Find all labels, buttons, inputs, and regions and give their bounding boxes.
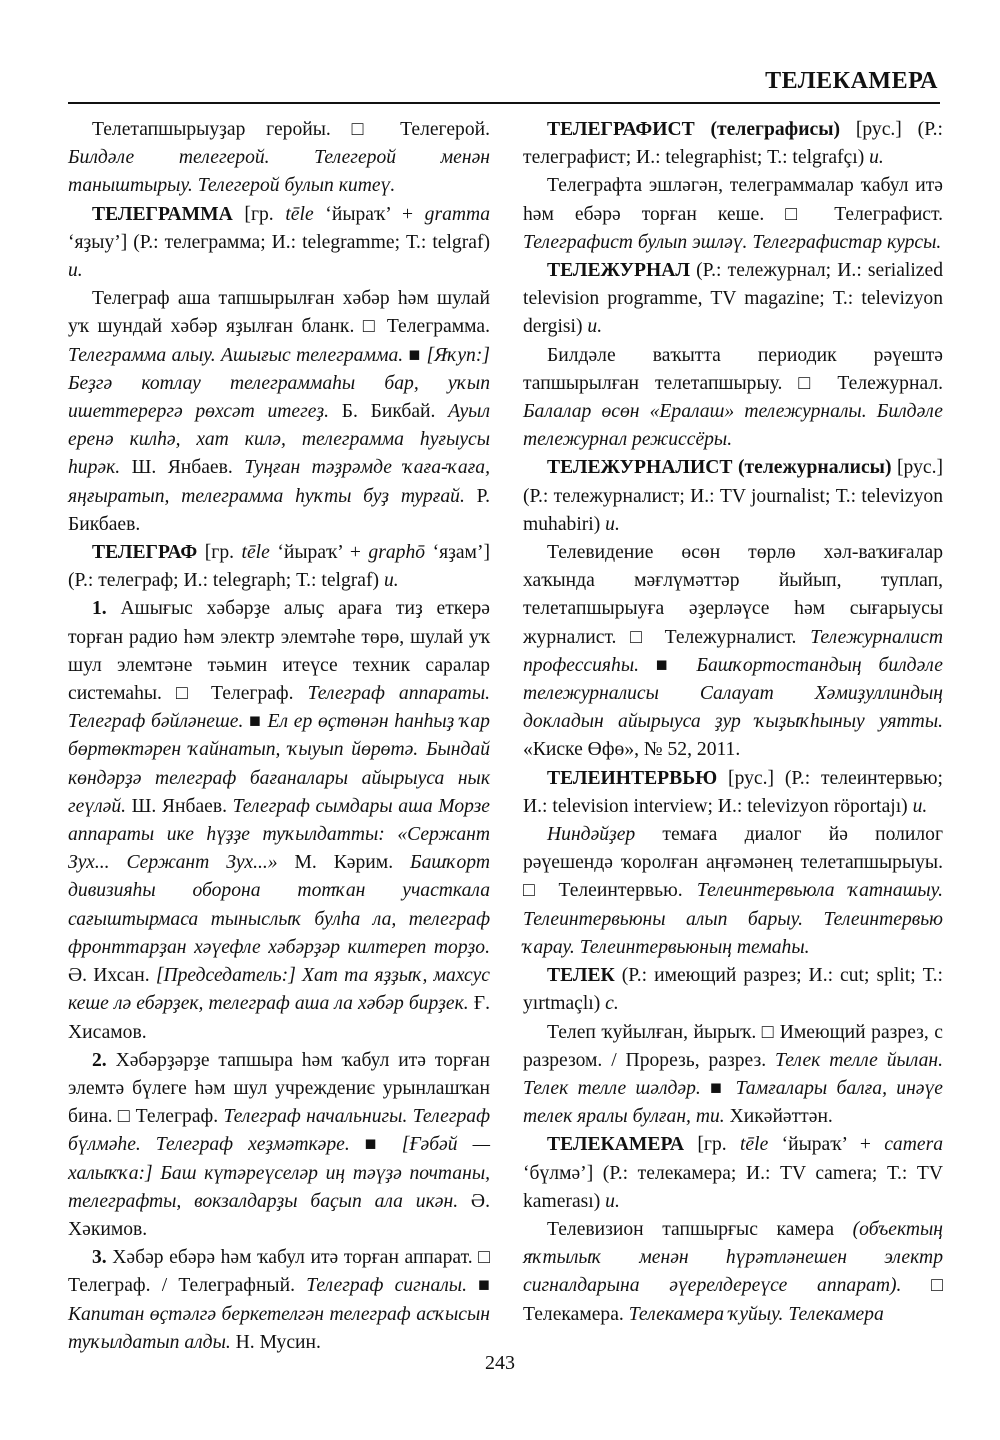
italic-text: и. bbox=[383, 570, 399, 592]
text-run: [гр. bbox=[197, 542, 242, 564]
page-header-title: ТЕЛЕКАМЕРА bbox=[765, 68, 938, 94]
italic-text: tēle bbox=[739, 1134, 769, 1156]
italic-text: gramma bbox=[424, 203, 490, 225]
right-column bbox=[523, 116, 943, 1329]
headword: 2. bbox=[92, 1049, 107, 1071]
italic-text: Туңған тәҙрәмде ҡаға-ҡаға, яңғыратып, телеграмма һуҡты буҙ турғай. bbox=[68, 457, 490, 507]
headword: 1. bbox=[92, 598, 107, 620]
paragraph bbox=[68, 201, 490, 286]
italic-text: Телеграмма алыу. Ашығыс телеграмма. bbox=[68, 344, 404, 366]
italic-text: Башҡорт дивизияһы оборона тотҡан участкала сағыштырмаса тыныслыҡ булһа ла, телеграф фронттарҙан хәүефле хәбәрҙәр килтереп торҙо. bbox=[68, 852, 490, 958]
paragraph bbox=[68, 539, 490, 595]
italic-text: Телекамера ҡуйыу. Телекамера bbox=[628, 1303, 884, 1325]
paragraph bbox=[523, 454, 943, 539]
text-run: Ашығыс хәбәрҙе алыҫ араға тиҙ еткерә торған радио һәм электр элемтәһе төрө, шулай уҡ шул элемтәне тәьмин итеүсе техник саралар системаһы. □ Телеграф. bbox=[68, 598, 490, 705]
text-run: [гр. bbox=[232, 203, 286, 225]
text-run: Телеграфта эшләгән, телеграммалар ҡабул итә һәм ебәрә торған кеше. □ Телеграфист. bbox=[523, 175, 943, 225]
text-run: ■ bbox=[243, 711, 268, 733]
text-run: (Р.: тележурнал; И.: serialized television programme, TV magazine; Т.: televizyon dergisi) bbox=[523, 260, 943, 338]
text-run: ■ bbox=[349, 1134, 402, 1156]
headword: ТЕЛЕИНТЕРВЬЮ bbox=[547, 767, 718, 789]
italic-text: tēle bbox=[285, 203, 314, 225]
text-run: Хәбәрҙәрҙе тапшыра һәм ҡабул итә торған элемтә бүлеге һәм шул учреждениє урынлашҡан бина. □ Телеграф. bbox=[68, 1049, 490, 1128]
text-run: Телевидение өсөн төрлө хәл-ваҡиғалар хаҡында мәғлүмәттәр йыйып, туплап, телетапшырыуға әҙерләүсе һәм сығарыусы журналист. □ Тележурналист. bbox=[523, 542, 943, 648]
paragraph bbox=[523, 821, 943, 962]
italic-text: Балалар өсөн «Ералаш» тележурналы. Билдәле тележурнал режиссёры. bbox=[523, 401, 943, 451]
italic-text: (объектың яҡтылыҡ менән һүрәтләнешен электр сигналдарына әүерелдереүсе аппарат). bbox=[523, 1218, 943, 1297]
paragraph bbox=[523, 257, 943, 342]
text-run: ■ bbox=[403, 344, 427, 366]
text-run: □ Телекамера. bbox=[523, 1275, 944, 1325]
text-run: ■ bbox=[466, 1275, 490, 1297]
paragraph bbox=[68, 116, 490, 201]
paragraph bbox=[68, 595, 490, 1046]
text-run: Ш. Янбаев. bbox=[126, 795, 233, 817]
header-rule bbox=[68, 102, 940, 104]
italic-text: Телеграф аппараты. Телеграф бәйләнеше. bbox=[68, 683, 490, 733]
left-column bbox=[68, 116, 490, 1357]
italic-text: и. bbox=[605, 513, 620, 535]
italic-text: Телеграф сигналы. bbox=[306, 1275, 467, 1297]
italic-text: и. bbox=[912, 795, 928, 817]
headword: ТЕЛЕКАМЕРА bbox=[547, 1134, 685, 1156]
text-run: Р. Бикбаев. bbox=[68, 485, 490, 535]
italic-text: с. bbox=[605, 993, 619, 1015]
paragraph bbox=[523, 1131, 943, 1216]
text-run: Ғ. Хисамов. bbox=[68, 993, 490, 1043]
italic-text: Башҡортостандың билдәле тележурналисы Салауат Хәмиҙуллиндың докладын айырыуса ҙур ҡыҙыҡһыныу уятты. bbox=[523, 654, 943, 733]
headword: 3. bbox=[92, 1247, 107, 1269]
text-run: Б. Бикбай. bbox=[329, 401, 449, 423]
italic-text: и. bbox=[68, 260, 83, 282]
paragraph bbox=[523, 962, 943, 1018]
text-run: Билдәле ваҡытта периодик рәүештә тапшырылған телетапшырыу. □ Тележурнал. bbox=[523, 344, 943, 394]
text-run: [рус.] (Р.: тележурналист; И.: TV journalist; Т.: televizyon muhabiri) bbox=[523, 457, 943, 535]
text-run: ■ bbox=[639, 654, 697, 676]
paragraph bbox=[68, 285, 490, 539]
paragraph bbox=[523, 116, 943, 172]
italic-text: camera bbox=[884, 1134, 943, 1156]
italic-text: graphō bbox=[368, 542, 426, 564]
headword: ТЕЛЕГРАММА bbox=[92, 203, 233, 225]
italic-text: Телеграф сымдары аша Морзе аппараты ике һүҙҙе туҡылдатты: «Сержант Зух... Сержант Зух...» bbox=[68, 795, 490, 874]
text-run: ‘яҙыу’] (Р.: телеграмма; И.: telegramme; Т.: telgraf) bbox=[68, 231, 490, 253]
italic-text: Капитан өҫтәлгә беркетелгән телеграф асҡысын туҡылдатып алды. bbox=[68, 1303, 490, 1353]
italic-text: Телеграфист булып эшләү. Телеграфистар курсы. bbox=[523, 231, 942, 253]
text-run: Ә. Ихсан. bbox=[68, 965, 156, 987]
text-run: ■ bbox=[700, 1077, 736, 1099]
headword: ТЕЛЕГРАФИСТ (телеграфисы) bbox=[547, 119, 841, 140]
text-run: ‘йыраҡ’ + bbox=[313, 203, 425, 225]
italic-text: [Председатель:] Хат та яҙҙыҡ, махсус кеше лә ебәрҙек, телеграф аша ла хәбәр бирҙек. bbox=[68, 965, 491, 1015]
text-run: М. Кәрим. bbox=[277, 852, 411, 874]
text-run: Хәбәр ебәрә һәм ҡабул итә торған аппарат. □ Телеграф. / Телеграфный. bbox=[68, 1247, 490, 1297]
italic-text: Ауыл еренә килһә, хат килә, телеграмма һуғыусы һирәк. bbox=[68, 401, 490, 479]
text-run: ‘йыраҡ’ + bbox=[269, 542, 369, 564]
headword: ТЕЛЕГРАФ bbox=[92, 542, 198, 564]
italic-text: Билдәле телегерой. Телегерой менән таныштырыу. Телегерой булып китеү. bbox=[68, 147, 490, 197]
paragraph bbox=[68, 1047, 490, 1244]
text-run: Хикәйәттән. bbox=[724, 1106, 833, 1128]
paragraph bbox=[523, 1019, 943, 1132]
text-run: ‘бүлмә’] (Р.: телекамера; И.: TV camera; Т.: TV kamerası) bbox=[523, 1162, 943, 1212]
text-run: [рус.] (Р.: телеинтервью; И.: television interview; И.: televizyon röportajı) bbox=[523, 767, 943, 817]
italic-text: Ел ер өҫтөнән һанһыҙ ҡар бөртөктәрен ҡайнатып, ҡыуып йөрөтә. Бындай көндәрҙә телеграф бағаналары айырыуса нык геүләй. bbox=[68, 711, 490, 817]
paragraph bbox=[523, 765, 943, 821]
italic-text: Телеграф начальнигы. Телеграф бүлмәһе. Телеграф хеҙмәткәре. bbox=[68, 1106, 490, 1156]
text-run: темаға диалог йә полилог рәүешендә ҡоролған аңғәмәнең телетапшырыуы. □ Телеинтервью. bbox=[523, 824, 943, 902]
italic-text: Тамғалары балға, инәүе телек яралы булған, ти. bbox=[523, 1077, 943, 1128]
paragraph bbox=[523, 1216, 943, 1329]
paragraph bbox=[523, 172, 943, 257]
headword: ТЕЛЕЖУРНАЛИСТ (тележурналисы) bbox=[547, 457, 892, 479]
paragraph bbox=[523, 539, 943, 765]
text-run: Н. Мусин. bbox=[230, 1331, 321, 1353]
text-run: Телевизион тапшырғыс камера bbox=[547, 1218, 853, 1240]
page-number: 243 bbox=[485, 1352, 515, 1374]
italic-text: tēle bbox=[241, 542, 270, 564]
text-run: Телеп ҡуйылған, йырыҡ. □ Имеющий разрез, с разрезом. / Прорезь, разрез. bbox=[523, 1021, 943, 1071]
italic-text: Ниндәйҙер bbox=[547, 824, 636, 846]
italic-text: Телек телле йылан. Телек телле шәлдәр. bbox=[523, 1049, 943, 1099]
italic-text: Тележурналист профессияһы. bbox=[523, 626, 943, 676]
italic-text: и. bbox=[587, 316, 603, 338]
text-run: «Киске Өфө», № 52, 2011. bbox=[523, 739, 741, 761]
headword: ТЕЛЕЖУРНАЛ bbox=[547, 260, 690, 282]
italic-text: [Ғәбәй — халыҡҡа:] Баш күтәреүселәр иң тәүҙә почтаны, телеграфты, вокзалдарҙы баҫып ала икән. bbox=[68, 1134, 490, 1212]
paragraph bbox=[68, 1244, 490, 1357]
text-run: (Р.: имеющий разрез; И.: cut; split; Т.: yırtmaçlı) bbox=[523, 965, 943, 1015]
italic-text: и. bbox=[605, 1190, 620, 1212]
headword: ТЕЛЕК bbox=[547, 965, 615, 987]
text-run: ‘яҙам’] (Р.: телеграф; И.: telegraph; Т.: telgraf) bbox=[68, 542, 490, 592]
text-run: [рус.] (Р.: телеграфист; И.: telegraphist; Т.: telgrafçı) bbox=[523, 119, 943, 169]
paragraph bbox=[523, 342, 943, 455]
text-run: Ш. Янбаев. bbox=[120, 457, 245, 479]
text-run: Ә. Хәкимов. bbox=[68, 1190, 490, 1240]
italic-text: Телеинтервьюла ҡатнашыу. Телеинтервьюны алып барыу. Телеинтервью ҡарау. Телеинтервьюның темаһы. bbox=[523, 880, 943, 958]
italic-text: [Яҡуп:] Беҙгә котлау телеграммаһы бар, уҡып ишеттерергә рөхсәт итегеҙ. bbox=[68, 344, 490, 423]
text-run: Телетапшырыуҙар геройы. □ Телегерой. bbox=[92, 119, 490, 140]
text-run: [гр. bbox=[684, 1134, 740, 1156]
text-run: ‘йыраҡ’ + bbox=[768, 1134, 885, 1156]
italic-text: и. bbox=[869, 147, 884, 169]
text-run: Телеграф аша тапшырылған хәбәр һәм шулай уҡ шундай хәбәр яҙылған бланк. □ Телеграмма. bbox=[68, 288, 490, 338]
